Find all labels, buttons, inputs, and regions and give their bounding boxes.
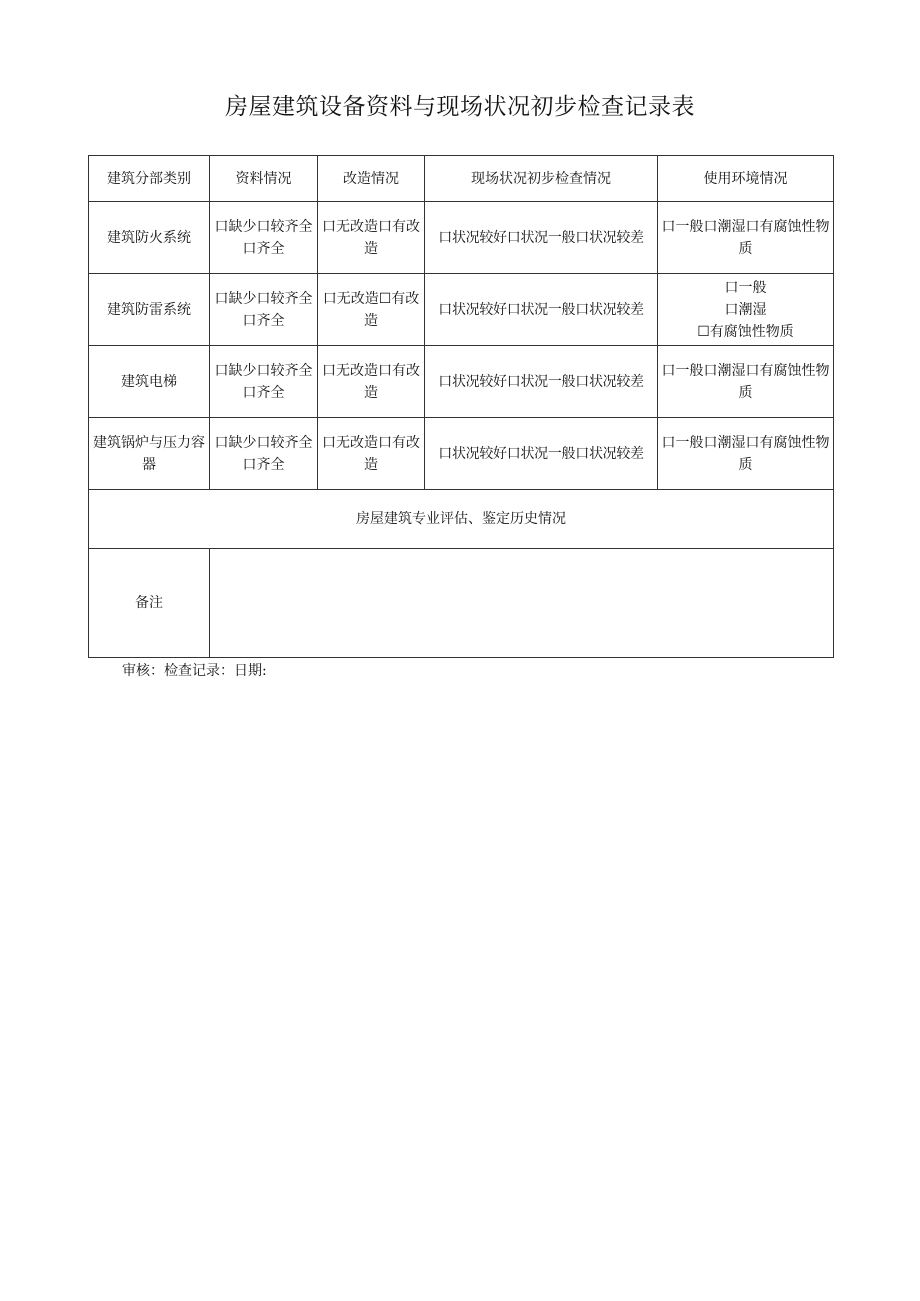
row-environment xyxy=(658,274,834,346)
row-renovation: 口无改造口有改造 xyxy=(318,418,425,490)
header-renovation: 改造情况 xyxy=(318,156,425,202)
environment-line: ☐有腐蚀性物质 xyxy=(697,323,794,340)
row-docs: 口缺少口较齐全口齐全 xyxy=(210,202,318,274)
row-environment xyxy=(658,418,834,490)
remark-label: 备注 xyxy=(89,549,210,658)
header-docs: 资料情况 xyxy=(210,156,318,202)
header-site: 现场状况初步检查情况 xyxy=(425,156,658,202)
row-category: 建筑防雷系统 xyxy=(89,274,210,346)
row-category: 建筑锅炉与压力容器 xyxy=(89,418,210,490)
page-title: 房屋建筑设备资料与现场状况初步检查记录表 xyxy=(225,94,695,120)
history-label: 房屋建筑专业评估、鉴定历史情况 xyxy=(89,490,834,549)
row-site: 口状况较好口状况一般口状况较差 xyxy=(425,274,658,346)
row-site: 口状况较好口状况一般口状况较差 xyxy=(425,346,658,418)
row-site: 口状况较好口状况一般口状况较差 xyxy=(425,418,658,490)
row-environment xyxy=(658,346,834,418)
environment-line: 口一般口潮湿口有腐蚀性物质 xyxy=(661,218,830,257)
row-site: 口状况较好口状况一般口状况较差 xyxy=(425,202,658,274)
remark-row xyxy=(89,549,834,658)
row-category: 建筑电梯 xyxy=(89,346,210,418)
row-environment xyxy=(658,202,834,274)
table-row xyxy=(89,202,834,274)
environment-line: 口一般 xyxy=(724,279,767,296)
row-docs: 口缺少口较齐全口齐全 xyxy=(210,274,318,346)
header-category: 建筑分部类别 xyxy=(89,156,210,202)
table-row xyxy=(89,274,834,346)
row-renovation: 口无改造口有改造 xyxy=(318,202,425,274)
row-renovation: 口无改造☐有改造 xyxy=(318,274,425,346)
environment-line: 口潮湿 xyxy=(724,301,767,318)
row-docs: 口缺少口较齐全口齐全 xyxy=(210,346,318,418)
table-header-row xyxy=(89,156,834,202)
table-row xyxy=(89,418,834,490)
row-renovation: 口无改造口有改造 xyxy=(318,346,425,418)
environment-line: 口一般口潮湿口有腐蚀性物质 xyxy=(661,434,830,473)
environment-line: 口一般口潮湿口有腐蚀性物质 xyxy=(661,362,830,401)
header-environment: 使用环境情况 xyxy=(658,156,834,202)
row-docs: 口缺少口较齐全口齐全 xyxy=(210,418,318,490)
footer-signature-line: 审核：检查记录：日期: xyxy=(122,663,267,679)
remark-value[interactable] xyxy=(210,549,834,658)
row-category: 建筑防火系统 xyxy=(89,202,210,274)
table-row xyxy=(89,346,834,418)
inspection-table xyxy=(88,155,834,658)
history-row xyxy=(89,490,834,549)
